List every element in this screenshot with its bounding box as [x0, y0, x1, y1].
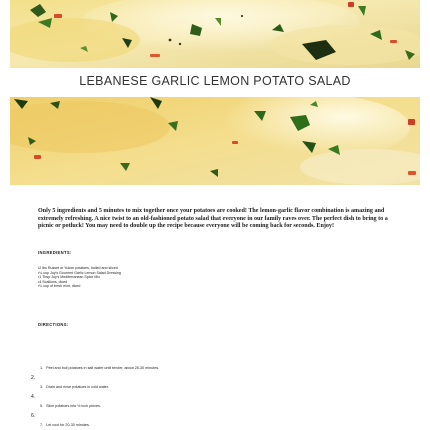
- list-item: • ¼ cup of fresh mint, diced: [38, 284, 121, 289]
- step-number: 6.: [31, 413, 36, 419]
- step-number: 3.: [40, 385, 44, 389]
- step-number: 7.: [40, 423, 44, 427]
- list-item: • 2 lbs Russet or Yukon potatoes, boiled and sliced: [38, 266, 121, 271]
- direction-step: [40, 404, 101, 408]
- direction-step: [40, 423, 90, 427]
- list-item: • 4 Scallions, diced: [38, 280, 121, 285]
- ingredients-list: [38, 266, 121, 289]
- step-text: Drain and rinse potatoes in cold water.: [46, 385, 109, 389]
- step-number: 1.: [40, 366, 44, 370]
- step-text: Peel and boil potatoes in salt water until tender, about 25-30 minutes.: [46, 366, 160, 370]
- directions-heading: DIRECTIONS:: [38, 322, 69, 327]
- step-text: Slice potatoes into ½ inch pieces.: [46, 404, 101, 408]
- ingredients-heading: INGREDIENTS:: [38, 250, 72, 255]
- step-number: 4.: [31, 394, 36, 400]
- list-item: • ¼ cup Joy's Gourmet Garlic Lemon Salad Dressing: [38, 271, 121, 276]
- direction-step: [40, 366, 159, 370]
- step-text: Let cool for 20-30 minutes.: [46, 423, 90, 427]
- step-number: 2.: [31, 375, 36, 381]
- bottom-food-photo: [10, 97, 420, 185]
- top-food-photo: [10, 0, 420, 68]
- recipe-title: LEBANESE GARLIC LEMON POTATO SALAD: [79, 74, 351, 88]
- intro-paragraph: Only 5 ingredients and 5 minutes to mix together once your potatoes are cooked! The lemon-garlic flavor combination is amazing and extremely refreshing. A nice twist to an old-fashioned potato salad that everyone in our family raves over. The perfect dish to bring to a picnic or potluck! You may need to double up the recipe because everyone will be coming back for seconds. Enjoy!: [38, 208, 388, 229]
- list-item: • 1 Tbsp Joy's Mediterranean Spice Mix: [38, 275, 121, 280]
- direction-step: [40, 385, 109, 389]
- step-number: 5.: [40, 404, 44, 408]
